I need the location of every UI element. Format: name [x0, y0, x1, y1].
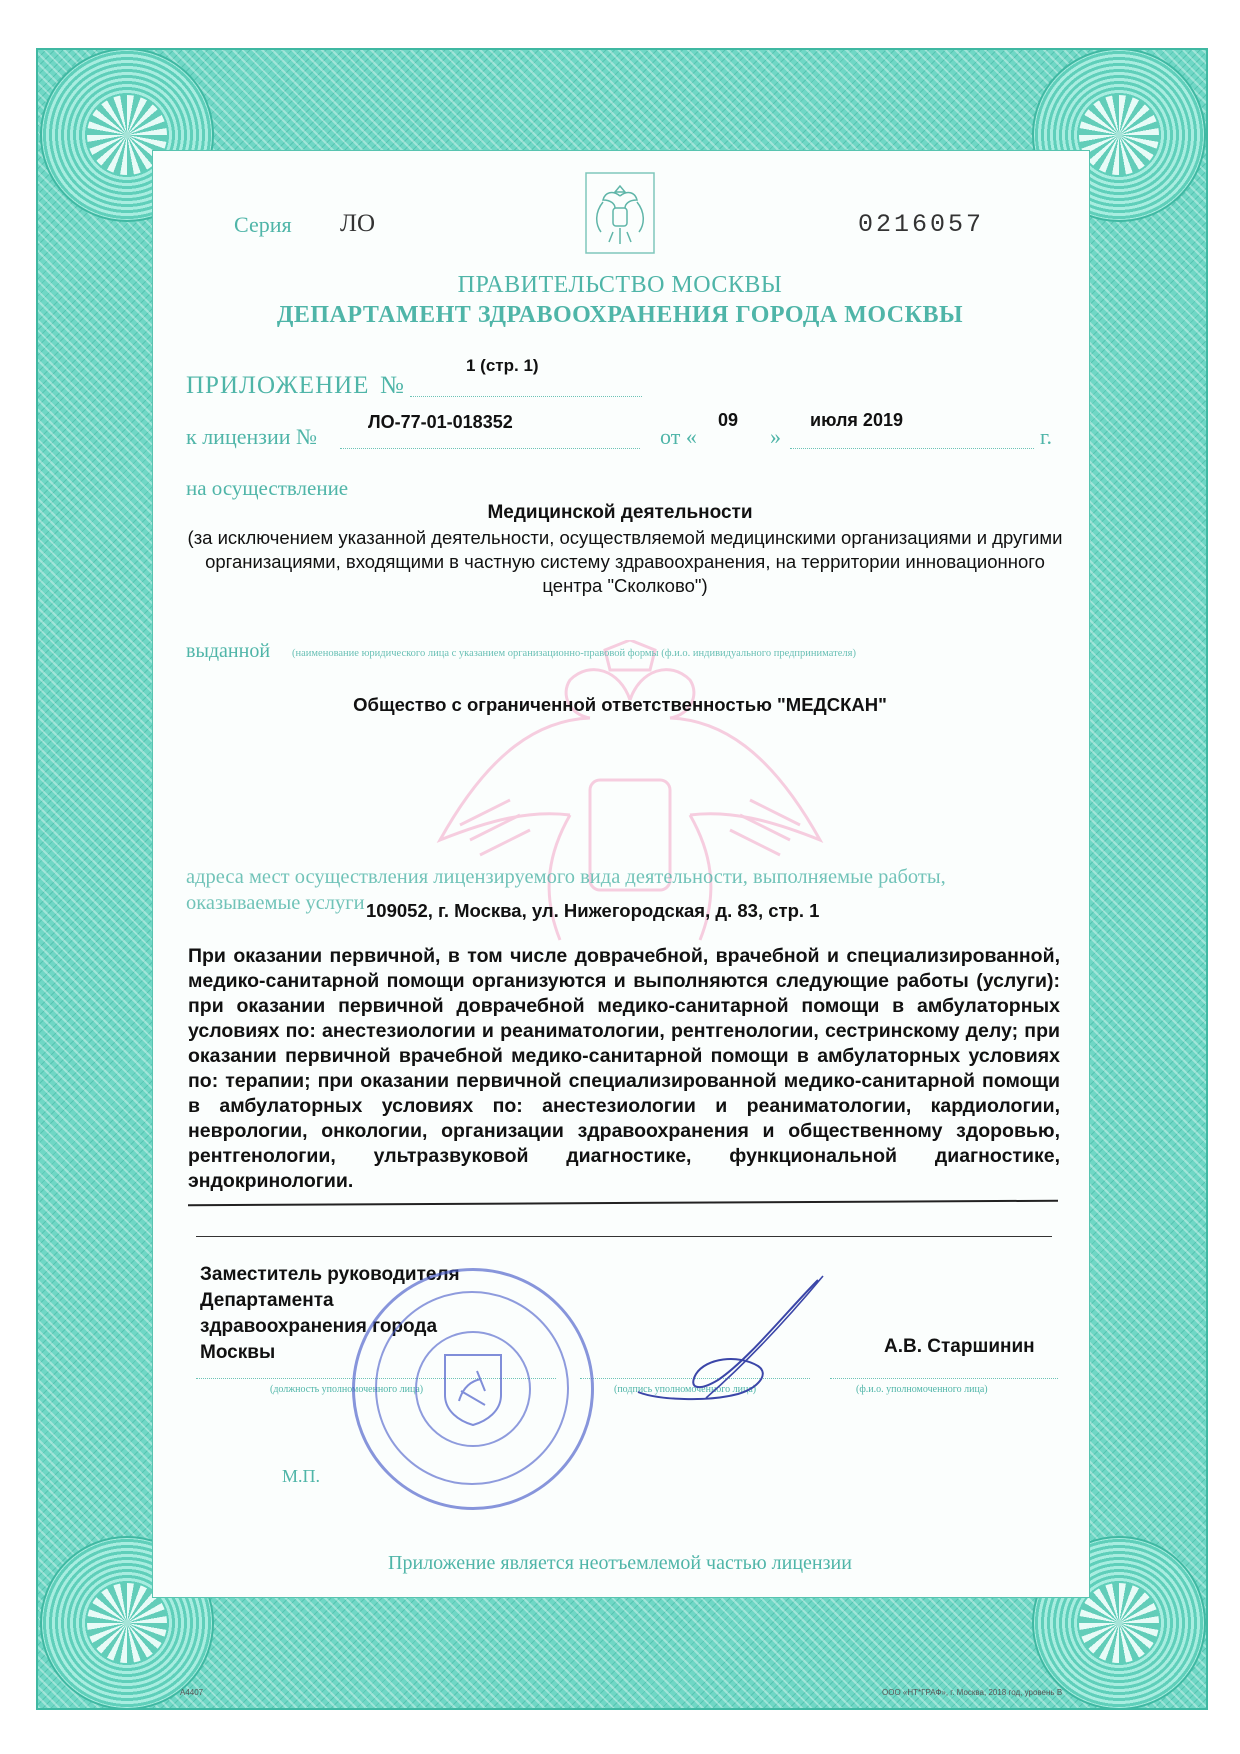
- name-line: [830, 1378, 1058, 1379]
- organization-name: Общество с ограниченной ответственностью "МЕДСКАН": [353, 694, 887, 715]
- address: 109052, г. Москва, ул. Нижегородская, д. 83, стр. 1: [366, 900, 820, 921]
- department-title: ДЕПАРТАМЕНТ ЗДРАВООХРАНЕНИЯ ГОРОДА МОСКВЫ: [276, 302, 964, 328]
- appendix-number: 1 (стр. 1): [466, 356, 539, 375]
- date-from-label: от «: [660, 424, 697, 449]
- name-hint: (ф.и.о. уполномоченного лица): [856, 1384, 988, 1395]
- addresses-label-line1: адреса мест осуществления лицензируемого вида деятельности, выполняемые работы,: [186, 866, 946, 888]
- license-day: 09: [718, 410, 739, 430]
- footer-note: Приложение является неотъемлемой частью лицензии: [388, 1552, 852, 1574]
- blank-number: 0216057: [858, 210, 985, 239]
- government-title: ПРАВИТЕЛЬСТВО МОСКВЫ: [457, 272, 783, 298]
- addresses-label-line2: оказываемые услуги: [186, 892, 365, 914]
- license-number-line: [340, 448, 640, 449]
- activity-details: (за исключением указанной деятельности, осуществляемой медицинскими организациями и другими организациями, входящими в частную систему здравоохранения, на территории инновационного центра "Сколково"): [187, 527, 1063, 596]
- series-value: ЛО: [340, 210, 376, 237]
- issued-hint: (наименование юридического лица с указанием организационно-правовой формы (ф.и.о. индивидуального предпринимателя): [292, 648, 856, 659]
- appendix-number-sign: №: [380, 372, 404, 399]
- date-close-quote: »: [770, 424, 781, 449]
- date-line: [790, 448, 1034, 449]
- services-text: При оказании первичной, в том числе доврачебной, врачебной и специализированной, медико-санитарной помощи организуются и выполняются следующие работы (услуги): при оказании первичной доврачебной медико-санитарной помощи в амбулаторных условиях по: анестезиологии и реаниматологии, рентгенологии, сестринскому делу; при оказании первичной врачебной медико-санитарной помощи в амбулаторных условиях по: терапии; при оказании первичной специализированной медико-санитарной помощи в амбулаторных условиях по: анестезиологии и реаниматологии, кардиологии, неврологии, онкологии, организации здравоохранения и общественному здоровью, рентгенологии, ультразвуковой диагностике, функциональной диагностике, эндокринологии.: [188, 945, 1060, 1192]
- separator-line: [196, 1236, 1052, 1237]
- signer-position-line4: Москвы: [200, 1342, 276, 1363]
- license-month-year: июля 2019: [810, 410, 903, 430]
- signer-name: А.В. Старшинин: [884, 1336, 1035, 1357]
- seal-place-label: М.П.: [282, 1466, 321, 1486]
- license-number: ЛО-77-01-018352: [368, 412, 513, 432]
- signer-position-line3: здравоохранения города: [200, 1316, 438, 1337]
- handwritten-signature: [628, 1270, 848, 1410]
- coat-of-arms-icon: [585, 172, 655, 254]
- appendix-label: ПРИЛОЖЕНИЕ: [186, 372, 370, 399]
- license-label: к лицензии №: [186, 424, 317, 449]
- series-label: Серия: [234, 212, 292, 237]
- activity-label: на осуществление: [186, 476, 349, 500]
- signature-hint: (подпись уполномоченного лица): [614, 1384, 757, 1395]
- appendix-number-line: [410, 396, 642, 397]
- signer-position-line1: Заместитель руководителя: [200, 1264, 460, 1285]
- position-hint: (должность уполномоченного лица): [270, 1384, 424, 1395]
- activity-title: Медицинской деятельности: [487, 502, 753, 523]
- issued-label: выданной: [186, 640, 271, 662]
- st-george-icon: [441, 1351, 505, 1427]
- signer-position-line2: Департамента: [200, 1290, 334, 1311]
- footer-code-left: A4407: [180, 1688, 204, 1697]
- year-suffix: г.: [1040, 424, 1053, 449]
- official-seal-stamp: [352, 1268, 594, 1510]
- footer-code-right: ООО «НТ*ГРАФ», г. Москва, 2018 год, уровень В: [882, 1688, 1063, 1697]
